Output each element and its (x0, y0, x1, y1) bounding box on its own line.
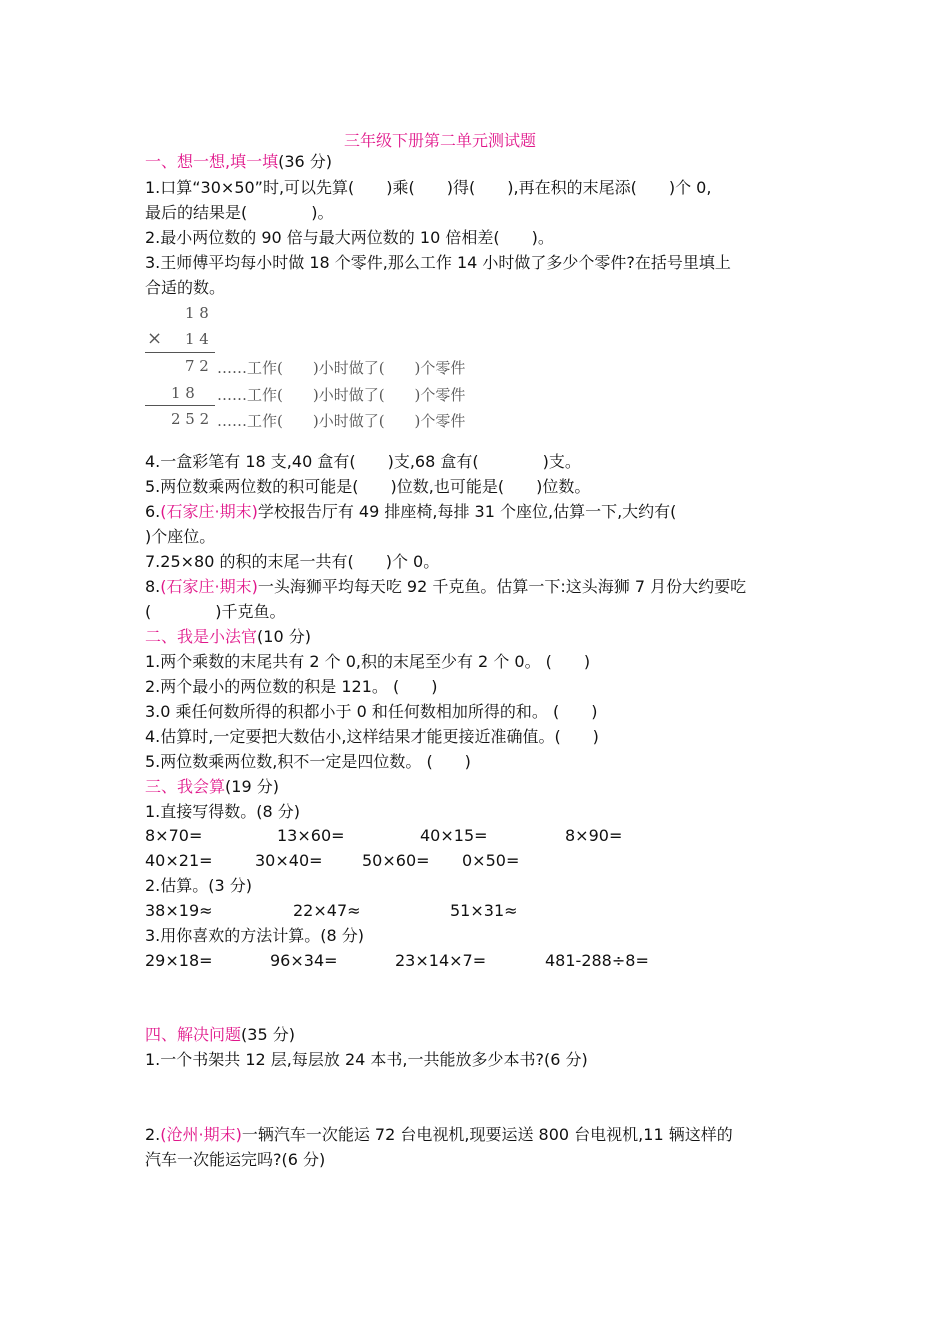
multiplicand: 1 8 (185, 304, 209, 322)
partial-product-2: 1 8 (171, 384, 195, 402)
question-4-1: 1.一个书架共 12 层,每层放 24 本书,一共能放多少本书?(6 分) (145, 1050, 588, 1069)
rule-line-1 (145, 352, 215, 353)
question-number: 8. (145, 577, 161, 596)
part-3-1-title: 1.直接写得数。(8 分) (145, 802, 301, 821)
calc-item: 13×60= (277, 826, 345, 845)
question-2-5: 5.两位数乘两位数,积不一定是四位数。 ( ) (145, 752, 471, 771)
section-2-heading (145, 627, 311, 647)
question-text: 学校报告厅有 49 排座椅,每排 31 个座位,估算一下,大约有( (257, 502, 677, 521)
question-1-7: 7.25×80 的积的末尾一共有( )个 0。 (145, 552, 440, 571)
question-1-1-line2: 最后的结果是( )。 (145, 203, 334, 222)
section-2-label: 二、我是小法官 (145, 627, 258, 646)
calc-item: 51×31≈ (450, 901, 518, 920)
section-3-score: (19 分) (225, 777, 279, 796)
question-4-2-line2: 汽车一次能运完吗?(6 分) (145, 1150, 326, 1169)
source-tag: (石家庄·期末) (160, 502, 258, 521)
page-title: 三年级下册第二单元测试题 (343, 131, 536, 150)
question-2-1: 1.两个乘数的末尾共有 2 个 0,积的末尾至少有 2 个 0。 ( ) (145, 652, 591, 671)
partial-product-1: 7 2 (185, 357, 209, 375)
section-3-label: 三、我会算 (145, 777, 226, 796)
question-1-1-line1: 1.口算“30×50”时,可以先算( )乘( )得( ),再在积的末尾添( )个 0, (145, 178, 712, 197)
calc-item: 481-288÷8= (545, 951, 649, 970)
question-1-2: 2.最小两位数的 90 倍与最大两位数的 10 倍相差( )。 (145, 228, 554, 247)
times-sign: × (147, 328, 163, 349)
calc-item: 40×21= (145, 851, 213, 870)
calc-item: 29×18= (145, 951, 213, 970)
calc-item: 8×70= (145, 826, 203, 845)
calc-item: 50×60= (362, 851, 430, 870)
section-3-heading (145, 777, 279, 797)
calc-item: 96×34= (270, 951, 338, 970)
question-text: 一头海狮平均每天吃 92 千克鱼。估算一下:这头海狮 7 月份大约要吃 (257, 577, 747, 596)
section-2-score: (10 分) (257, 627, 311, 646)
question-1-4: 4.一盒彩笔有 18 支,40 盒有( )支,68 盒有( )支。 (145, 452, 581, 471)
calc-item: 30×40= (255, 851, 323, 870)
partial-product-2-text: ……工作( )小时做了( )个零件 (217, 386, 466, 404)
part-3-3-title: 3.用你喜欢的方法计算。(8 分) (145, 926, 365, 945)
product: 2 5 2 (171, 410, 210, 428)
section-1-heading (145, 152, 332, 172)
calc-item: 38×19≈ (145, 901, 213, 920)
partial-product-1-text: ……工作( )小时做了( )个零件 (217, 359, 466, 377)
calc-item: 8×90= (565, 826, 623, 845)
question-number: 6. (145, 502, 161, 521)
calc-item: 0×50= (462, 851, 520, 870)
source-tag: (沧州·期末) (160, 1125, 242, 1144)
question-1-8-line1 (145, 577, 746, 597)
question-1-6-line1 (145, 502, 676, 522)
calc-item: 40×15= (420, 826, 488, 845)
calc-item: 23×14×7= (395, 951, 487, 970)
calc-item: 22×47≈ (293, 901, 361, 920)
question-1-3-line2: 合适的数。 (145, 278, 226, 297)
question-number: 2. (145, 1125, 161, 1144)
section-1-label: 一、想一想,填一填 (145, 152, 279, 171)
source-tag: (石家庄·期末) (160, 577, 258, 596)
section-4-score: (35 分) (241, 1025, 295, 1044)
rule-line-2 (145, 405, 215, 406)
question-4-2-line1 (145, 1125, 733, 1145)
question-1-3-line1: 3.王师傅平均每小时做 18 个零件,那么工作 14 小时做了多少个零件?在括号里填上 (145, 253, 731, 272)
section-4-heading (145, 1025, 295, 1045)
section-1-score: (36 分) (278, 152, 333, 171)
question-1-8-line2: ( )千克鱼。 (145, 602, 286, 621)
section-4-label: 四、解决问题 (145, 1025, 242, 1044)
question-2-2: 2.两个最小的两位数的积是 121。 ( ) (145, 677, 438, 696)
part-3-2-title: 2.估算。(3 分) (145, 876, 253, 895)
vertical-multiplication (145, 300, 545, 435)
question-2-3: 3.0 乘任何数所得的积都小于 0 和任何数相加所得的和。 ( ) (145, 702, 598, 721)
product-text: ……工作( )小时做了( )个零件 (217, 412, 466, 430)
multiplier: 1 4 (185, 330, 209, 348)
question-1-6-line2: )个座位。 (145, 527, 216, 546)
question-1-5: 5.两位数乘两位数的积可能是( )位数,也可能是( )位数。 (145, 477, 591, 496)
question-2-4: 4.估算时,一定要把大数估小,这样结果才能更接近准确值。( ) (145, 727, 599, 746)
question-text: 一辆汽车一次能运 72 台电视机,现要运送 800 台电视机,11 辆这样的 (241, 1125, 733, 1144)
